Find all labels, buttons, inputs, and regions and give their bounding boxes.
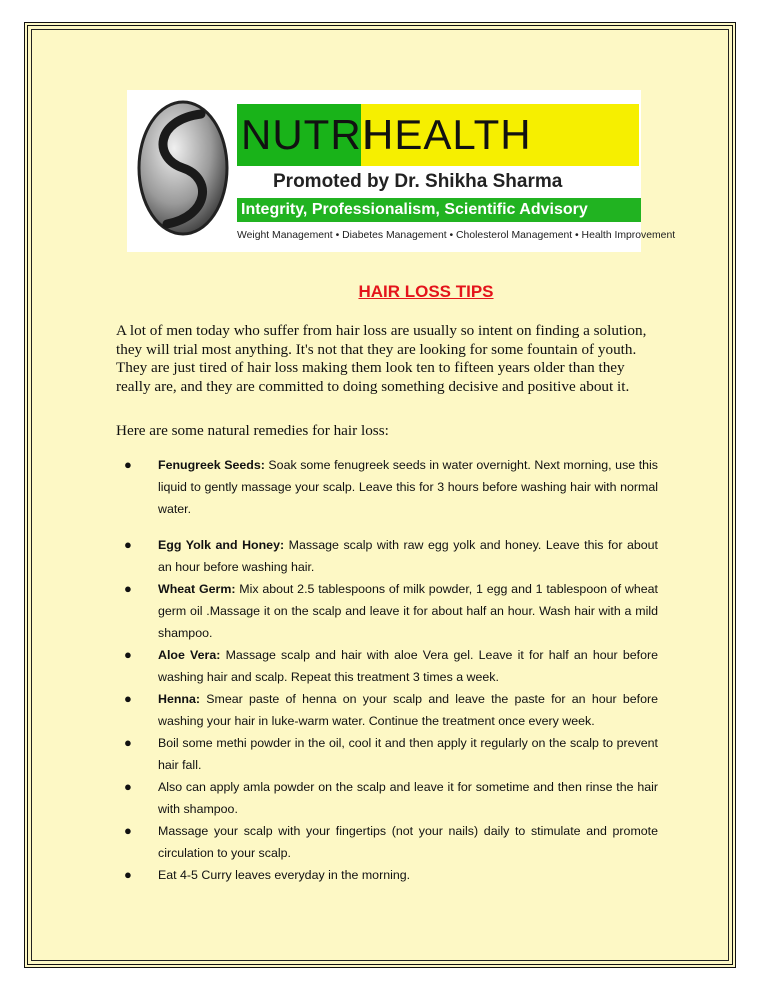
tip-label: Wheat Germ: — [158, 582, 236, 596]
lead-paragraph: Here are some natural remedies for hair loss: — [116, 422, 389, 439]
list-item — [118, 688, 658, 732]
list-item — [118, 864, 658, 886]
bullet-icon: ● — [124, 779, 132, 794]
list-item — [118, 776, 658, 820]
tip-text: Massage your scalp with your fingertips (not your nails) daily to stimulate and promote circulation to your scalp. — [158, 824, 658, 860]
tip-text: Also can apply amla powder on the scalp and leave it for sometime and then rinse the hair with shampoo. — [158, 780, 658, 816]
seal-icon — [135, 98, 231, 238]
nutri-health-logo — [127, 90, 676, 252]
list-item — [118, 732, 658, 776]
bullet-icon: ● — [124, 581, 132, 596]
bullet-icon: ● — [124, 867, 132, 882]
tip-text: Soak some fenugreek seeds in water overnight. Next morning, use this liquid to gently massage your scalp. Leave this for 3 hours before washing hair with normal water. — [158, 458, 658, 516]
tip-label: Aloe Vera: — [158, 648, 221, 662]
tip-text: Boil some methi powder in the oil, cool it and then apply it regularly on the scalp to prevent hair fall. — [158, 736, 658, 772]
tip-text: Massage scalp and hair with aloe Vera gel. Leave it for half an hour before washing hair and scalp. Repeat this treatment 3 times a week. — [158, 648, 658, 684]
tip-label: Henna: — [158, 692, 200, 706]
tip-label: Fenugreek Seeds: — [158, 458, 265, 472]
bullet-icon: ● — [124, 735, 132, 750]
tip-text: Smear paste of henna on your scalp and leave the paste for an hour before washing your hair in luke-warm water. Continue the treatment once every week. — [158, 692, 658, 728]
list-item — [118, 534, 658, 578]
tip-text: Eat 4-5 Curry leaves everyday in the morning. — [158, 868, 411, 882]
document-title: HAIR LOSS TIPS — [358, 282, 494, 301]
intro-paragraph: A lot of men today who suffer from hair loss are usually so intent on finding a solution, they will trial most anything. It's not that they are looking for some fountain of youth. They are just tired of hair loss making them look ten to fifteen years older than they really are, and they are committed to doing something decisive and positive about it. — [116, 322, 647, 395]
logo-word-health: HEALTH — [363, 111, 532, 158]
bullet-icon: ● — [124, 537, 132, 552]
logo-promoted-text: Promoted by Dr. Shikha Sharma — [273, 171, 563, 192]
list-item — [118, 454, 658, 520]
tip-text: Massage scalp with raw egg yolk and honey. Leave this for about an hour before washing hair. — [158, 538, 659, 574]
logo-word-nutri: NUTRI — [241, 111, 375, 158]
bullet-icon: ● — [124, 647, 132, 662]
tips-list — [118, 454, 658, 886]
bullet-icon: ● — [124, 823, 132, 838]
bullet-icon: ● — [124, 691, 132, 706]
list-item — [118, 644, 658, 688]
list-item — [118, 820, 658, 864]
logo-values-banner: Integrity, Professionalism, Scientific Advisory — [237, 198, 641, 222]
list-item — [118, 578, 658, 644]
logo-services-line: Weight Management • Diabetes Management • Cholesterol Management • Health Improvement — [237, 230, 676, 241]
tip-label: Egg Yolk and Honey: — [158, 538, 285, 552]
bullet-icon: ● — [124, 457, 132, 472]
tip-text: Mix about 2.5 tablespoons of milk powder, 1 egg and 1 tablespoon of wheat germ oil .Massage it on the scalp and leave it for about half an hour. Wash hair with a mild shampoo. — [158, 582, 659, 640]
